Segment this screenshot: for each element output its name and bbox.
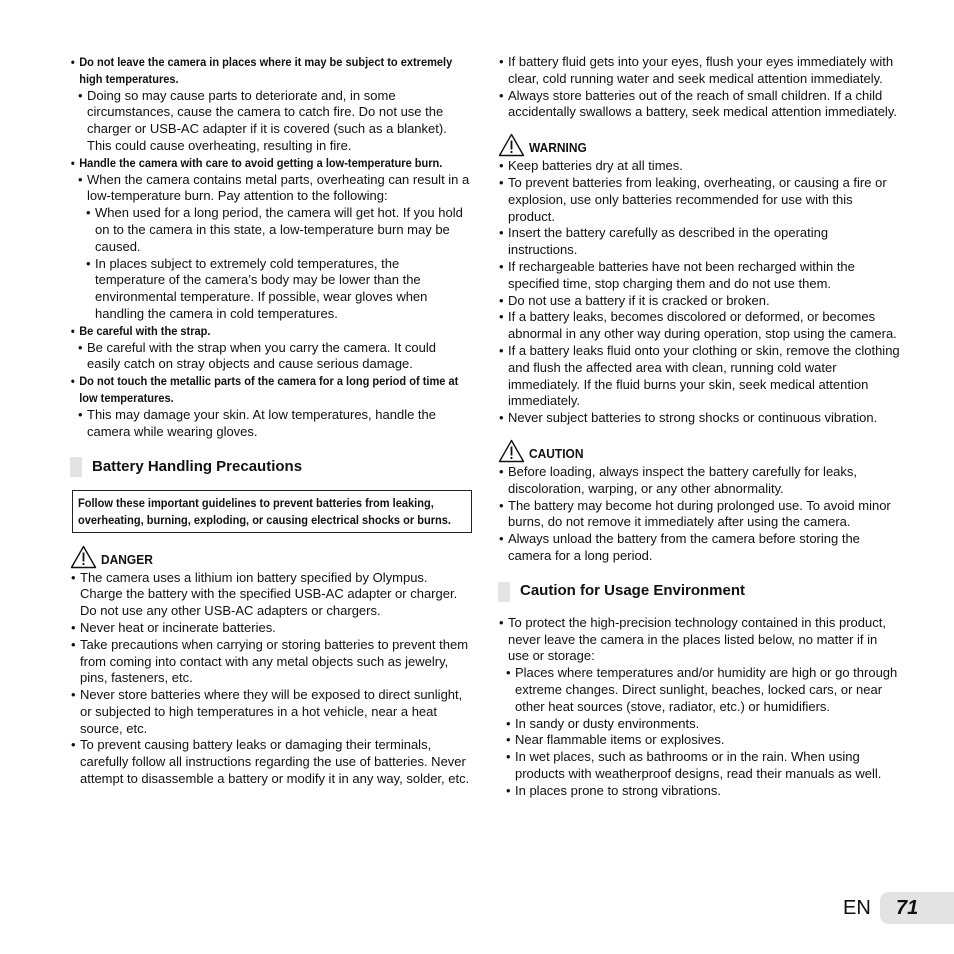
list-item: • Take precautions when carrying or storing batteries to prevent them from coming into contact with any metal objects such as jewelry, pins, fasteners, etc. — [70, 637, 472, 687]
language-label: EN — [843, 897, 871, 919]
list-item: • Insert the battery carefully as described in the operating instructions. — [498, 225, 900, 259]
list-item: • Always unload the battery from the camera before storing the camera for a long period. — [498, 531, 900, 565]
list-item: • When used for a long period, the camera will get hot. If you hold on to the camera in this state, a low-temperature burn may be caused. — [70, 205, 472, 255]
page-number: 71 — [880, 892, 954, 924]
list-item: • This may damage your skin. At low temperatures, handle the camera while wearing gloves. — [70, 407, 472, 441]
list-item: • If rechargeable batteries have not been recharged within the specified time, stop charging them and do not use them. — [498, 259, 900, 293]
caution-list — [498, 464, 900, 565]
left-column — [70, 54, 472, 788]
list-item: • Always store batteries out of the reach of small children. If a child accidentally swallows a battery, seek medical attention immediately. — [498, 88, 900, 122]
danger-list — [70, 570, 472, 788]
list-item: • Keep batteries dry at all times. — [498, 158, 900, 175]
caution-label — [498, 437, 900, 463]
list-item: • The battery may become hot during prolonged use. To avoid minor burns, do not remove it immediately after using the camera. — [498, 498, 900, 532]
warning-triangle-icon — [498, 133, 525, 157]
battery-guidelines-box — [72, 490, 472, 532]
list-item: • If a battery leaks fluid onto your clothing or skin, remove the clothing and flush the affected area with clean, running cold water immediately. If the fluid burns your skin, seek medical attention immediately. — [498, 343, 900, 410]
warning-label — [498, 131, 900, 157]
right-column — [498, 54, 900, 799]
list-item: • In sandy or dusty environments. — [498, 716, 900, 733]
battery-heading-text: Battery Handling Precautions — [92, 457, 303, 475]
list-item: • Be careful with the strap. — [70, 323, 473, 340]
list-item: • To prevent batteries from leaking, overheating, or causing a fire or explosion, use only batteries recommended for use with this product. — [498, 175, 900, 225]
list-item: • Doing so may cause parts to deteriorate and, in some circumstances, cause the camera to catch fire. Do not use the charger or USB-AC adapter if it is covered (such as a blanket). This could cause overheating, resulting in fire. — [70, 88, 472, 155]
section-marker — [498, 582, 510, 602]
environment-section-heading — [498, 582, 900, 602]
list-item: • To prevent causing battery leaks or damaging their terminals, carefully follow all instructions regarding the use of batteries. Never attempt to disassemble a battery or modify it in any way, solder, etc. — [70, 737, 472, 787]
list-item: • When the camera contains metal parts, overheating can result in a low-temperature burn. Pay attention to the following: — [70, 172, 472, 206]
list-item: • Never heat or incinerate batteries. — [70, 620, 472, 637]
list-item: • Places where temperatures and/or humidity are high or go through extreme changes. Direct sunlight, beaches, locked cars, or near other heat sources (stove, radiator, etc.) or humidifiers. — [498, 665, 900, 715]
section-marker — [70, 457, 82, 477]
list-item: • Do not use a battery if it is cracked or broken. — [498, 293, 900, 310]
battery-fluid-list — [498, 54, 900, 121]
battery-guidelines-text: Follow these important guidelines to prevent batteries from leaking, overheating, burning, exploding, or causing electrical shocks or burns. — [78, 496, 451, 527]
list-item: • Never subject batteries to strong shocks or continuous vibration. — [498, 410, 900, 427]
battery-section-heading — [70, 457, 472, 477]
list-item: • Do not leave the camera in places where it may be subject to extremely high temperatures. — [70, 54, 473, 88]
list-item: • Do not touch the metallic parts of the camera for a long period of time at low temperatures. — [70, 373, 473, 407]
environment-list — [498, 665, 900, 799]
list-item: • In places subject to extremely cold temperatures, the temperature of the camera’s body may be lower than the environmental temperature. If possible, wear gloves when handling the camera in cold temperatures. — [70, 256, 472, 323]
warning-triangle-icon — [498, 439, 525, 463]
list-item: • In wet places, such as bathrooms or in the rain. When using products with weatherproof designs, read their manuals as well. — [498, 749, 900, 783]
warning-list — [498, 158, 900, 427]
caution-label-text: CAUTION — [529, 446, 584, 462]
list-item: • In places prone to strong vibrations. — [498, 783, 900, 800]
list-item: • Before loading, always inspect the battery carefully for leaks, discoloration, warping, or any other abnormality. — [498, 464, 900, 498]
danger-label-text: DANGER — [101, 551, 153, 567]
list-item: • Handle the camera with care to avoid getting a low-temperature burn. — [70, 155, 473, 172]
list-item: • If a battery leaks, becomes discolored or deformed, or becomes abnormal in any other way during operation, stop using the camera. — [498, 309, 900, 343]
list-item: • Never store batteries where they will be exposed to direct sunlight, or subjected to high temperatures in a hot vehicle, near a heat source, etc. — [70, 687, 472, 737]
environment-intro: • To protect the high-precision technology contained in this product, never leave the camera in the places listed below, no matter if in use or storage: — [498, 615, 900, 665]
list-item: • The camera uses a lithium ion battery specified by Olympus. Charge the battery with the specified USB-AC adapter or charger. Do not use any other USB-AC adapters or chargers. — [70, 570, 472, 620]
list-item: • Be careful with the strap when you carry the camera. It could easily catch on stray objects and cause serious damage. — [70, 340, 472, 374]
list-item: • Near flammable items or explosives. — [498, 732, 900, 749]
warning-triangle-icon — [70, 545, 97, 569]
danger-label — [70, 543, 472, 569]
environment-heading-text: Caution for Usage Environment — [520, 582, 746, 600]
warning-label-text: WARNING — [529, 140, 587, 156]
left-precautions-list — [70, 54, 472, 440]
list-item: • If battery fluid gets into your eyes, flush your eyes immediately with clear, cold running water and seek medical attention immediately. — [498, 54, 900, 88]
